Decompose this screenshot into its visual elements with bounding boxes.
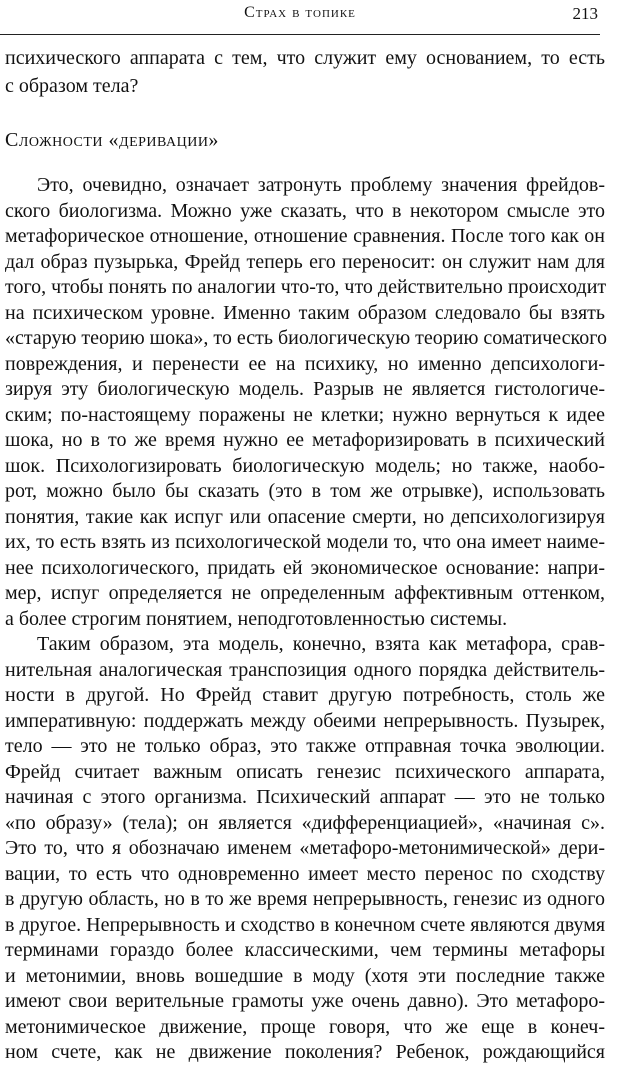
text-line: повреждения, и перенести ее на психику, но именно депсихологи- (5, 353, 605, 375)
text-line: в другое. Непрерывность и сходство в конечном счете являются двумя (5, 914, 606, 936)
text-line: ским; по-настоящему поражены не клетки; нужно вернуться к идее (5, 404, 605, 426)
text-line: психического аппарата с тем, что служит ему основанием, то есть (5, 47, 605, 69)
text-line: их, то есть взять из психологической модели то, что она имеет наиме- (5, 531, 605, 553)
text-line: дал образ пузырька, Фрейд теперь его переносит: он служит нам для (5, 251, 605, 273)
text-line: нее психологического, придать ей экономическое основание: напри- (5, 557, 605, 579)
text-line: Это то, что я обозначаю именем «метафоро-метонимической» дери- (5, 837, 605, 859)
text-line: а более строгим понятием, неподготовленностью системы. (5, 608, 508, 630)
text-line: терминами гораздо более классическими, чем термины метафоры (5, 939, 605, 961)
text-line: в другую область, но в то же время непрерывность, генезис из одного (5, 888, 605, 910)
text-line: Это, очевидно, означает затронуть проблему значения фрейдов- (37, 174, 605, 196)
text-line: метафорическое отношение, отношение сравнения. После того как он (5, 225, 605, 247)
text-line: того, чтобы понять по аналогии что-то, что действительно происходит (5, 276, 607, 298)
text-line: с образом тела? (5, 75, 139, 97)
text-line: «старую теорию шока», то есть биологическую теорию соматического (5, 327, 607, 349)
text-line: императивную: поддержать между обеими непрерывность. Пузырек, (5, 710, 605, 732)
text-line: ном счете, как не движение поколения? Ребенок, рождающийся (5, 1041, 605, 1063)
text-line: метонимическое движение, проще говоря, что же еще в конеч- (5, 1016, 605, 1038)
text-line: рот, можно было бы сказать (это в том же отрывке), использовать (5, 480, 605, 502)
text-line: шок. Психологизировать биологическую модель; но также, наобо- (5, 455, 605, 477)
text-line: начиная с этого организма. Психический аппарат — это не только (5, 786, 605, 808)
text-line: нительная аналогическая транспозиция одного порядка действитель- (5, 659, 605, 681)
text-line: мер, испуг определяется не определенным аффективным оттенком, (5, 582, 605, 604)
text-line: тело — это не только образ, это также отправная точка эволюции. (5, 735, 605, 757)
page-number: 213 (572, 4, 598, 23)
text-line: шока, но в то же время нужно ее метафоризировать в психический (5, 429, 605, 451)
section-heading: Сложности «деривации» (5, 129, 219, 151)
text-line: имеют свои верительные грамоты уже очень давно). Это метафоро- (5, 990, 605, 1012)
text-line: понятия, такие как испуг или опасение смерти, но депсихологизируя (5, 506, 605, 528)
running-header (0, 0, 600, 35)
text-line: зируя эту биологическую модель. Разрыв не является гистологиче- (5, 378, 605, 400)
running-title: Страх в топике (244, 4, 356, 21)
text-line: на психическом уровне. Именно таким образом следовало бы взять (5, 302, 605, 324)
text-line: ского биологизма. Можно уже сказать, что в некотором смысле это (5, 200, 605, 222)
text-line: вации, то есть что одновременно имеет место перенос по сходству (5, 863, 605, 885)
text-line: ности в другой. Но Фрейд ставит другую потребность, столь же (5, 684, 605, 706)
text-line: «по образу» (тела); он является «дифференциацией», «начиная с». (5, 812, 605, 834)
text-line: и метонимии, вновь вошедшие в моду (хотя эти последние также (5, 965, 605, 987)
text-line: Фрейд считает важным описать генезис психического аппарата, (5, 761, 605, 783)
text-line: Таким образом, эта модель, конечно, взята как метафора, срав- (37, 633, 605, 655)
